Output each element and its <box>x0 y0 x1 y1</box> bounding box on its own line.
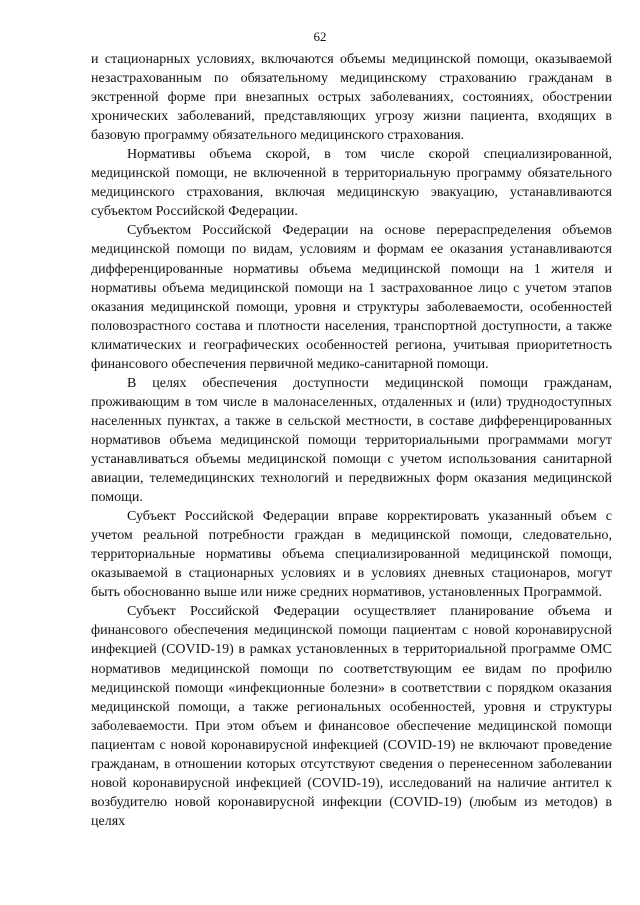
paragraph-covid-planning: Субъект Российской Федерации осуществляет планирование объема и финансового обеспечения медицинской помощи пациентам с новой коронавирусной инфекцией (COVID-19) в рамках установленных в территориальной программе ОМС нормативов медицинской помощи по соответствующим ее видам по профилю медицинской помощи «инфекционные болезни» в соответствии с порядком оказания медицинской помощи, а также региональных особенностей, уровня и структуры заболеваемости. При этом объем и финансовое обеспечение медицинской помощи пациентам с новой коронавирусной инфекцией (COVID-19) не включают проведение гражданам, в отношении которых отсутствуют сведения о перенесенном заболевании новой коронавирусной инфекцией (COVID-19), исследований на наличие антител к возбудителю новой коронавирусной инфекции (COVID-19) (любым из методов) в целях <box>91 604 612 829</box>
paragraph-differentiated-norms: Субъектом Российской Федерации на основе перераспределения объемов медицинской помощи по видам, условиям и формам ее оказания устанавливаются дифференцированные нормативы объема медицинской помощи на 1 жителя и нормативы объема медицинской помощи на 1 застрахованное лицо с учетом этапов оказания медицинской помощи, уровня и структуры заболеваемости, особенностей половозрастного состава и плотности населения, транспортной доступности, а также климатических и географических особенностей региона, учитывая приоритетность финансового обеспечения первичной медико-санитарной помощи. <box>91 223 612 372</box>
document-body <box>91 50 612 831</box>
paragraph-accessibility: В целях обеспечения доступности медицинской помощи гражданам, проживающим в том числе в малонаселенных, отдаленных и (или) труднодоступных населенных пунктах, а также в сельской местности, в составе дифференцированных нормативов объема медицинской помощи территориальными программами могут устанавливаться объемы медицинской помощи с учетом использования санитарной авиации, телемедицинских технологий и передвижных форм оказания медицинской помощи. <box>91 375 612 506</box>
paragraph-continued: и стационарных условиях, включаются объемы медицинской помощи, оказываемой незастрахованным по обязательному медицинскому страхованию гражданам в экстренной форме при внезапных острых заболеваниях, состояниях, обострении хронических заболеваний, представляющих угрозу жизни пациента, входящих в базовую программу обязательного медицинского страхования. <box>91 52 612 144</box>
page-number: 62 <box>313 29 327 44</box>
paragraph-correction-right: Субъект Российской Федерации вправе корректировать указанный объем с учетом реальной потребности граждан в медицинской помощи, следовательно, территориальные нормативы объема специализированной медицинской помощи, оказываемой в стационарных условиях и в условиях дневных стационаров, могут быть обоснованно выше или ниже средних нормативов, установленных Программой. <box>91 509 612 601</box>
paragraph-emergency-care-norms: Нормативы объема скорой, в том числе скорой специализированной, медицинской помощи, не включенной в территориальную программу обязательного медицинского страхования, включая медицинскую эвакуацию, устанавливаются субъектом Российской Федерации. <box>91 147 612 220</box>
